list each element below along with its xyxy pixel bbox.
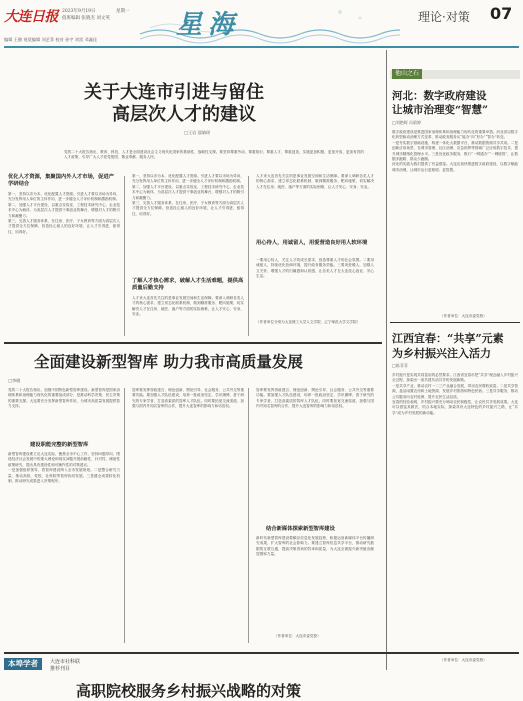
- sidebar-title-line1: 河北：数字政府建设: [392, 90, 487, 102]
- main-article: [4, 52, 382, 337]
- main-body-3-lead: 人才来大连首先关注的是事业发展空间和生活保障。要深入调研各类人才的核心需求，建立常态化联系机制，做到精准服务、靶向施策，切实解决人才在住房、就医、落户等方面的实际困难，让人才安心、安身、安业。: [256, 174, 374, 189]
- second-body-3: 新时代新型智库建设要顺应信息化发展趋势，积极运用新媒体平台传播研究成果，扩大智库的社会影响力。要建立智库信息共享平台，推动研究数据的互联互通，提高决策咨询的效率和质量，为大连全面振兴新突破贡献智慧和力量。: [256, 536, 374, 557]
- bottom-tag-line2: 推荐刊目: [50, 666, 71, 672]
- section-name: 理论·对策: [418, 10, 470, 24]
- main-subheading-1: 优化人才资源，集聚国内外人才市场，促进产学研结合: [8, 174, 114, 187]
- masthead: [0, 0, 523, 48]
- main-title-line2: 高层次人才的建议: [112, 104, 256, 125]
- second-body-1: 新型智库建设要立足大连实际，聚焦全市中心工作，坚持问题导向，围绕经济社会发展中的重大理论和现实问题开展前瞻性、针对性、储备性政策研究，提出具有建设性和可操作性的对策建议。 一是加强组织领导，将智库建设纳入全市发展规划。二是整合研究力量，推动高校、党校、社科院等智库协同发展。三是健全成果转化机制，推动研究成果进入决策程序。: [8, 452, 120, 484]
- sidebar-footnote: （作者单位：大连市委党校）: [440, 314, 487, 318]
- right-body: 乡村振兴是实现共同富裕的必然要求。江西省宜春市把“共享”理念融入乡村振兴全过程，探索出一条共建共治共享的发展新路。 一是共享产业，推动农村一二三产业融合发展，带动农民增收致富。二是共享资源，盘活闲置农房和土地资源，发展乡村旅游和特色民宿。三是共享服务，推动公共服务向农村延伸，提升农民生活品质。 宜春的经验表明，乡村振兴要充分调动农民积极性，让农民共享发展成果。大连可以借鉴其做法，结合本地实际，探索具有大连特色的乡村振兴之路，让“共享”成为乡村发展的新动能。: [392, 373, 518, 415]
- bottom-headline: 高职院校服务乡村振兴战略的对策: [76, 682, 302, 700]
- main-byline: □王岩 邵婧瑶: [184, 130, 211, 135]
- main-intro: 党的二十大报告指出，教育、科技、人才是全面建设社会主义现代化国家的基础性、战略性支撑。要坚持尊重劳动、尊重知识、尊重人才、尊重创造，实施更加积极、更加开放、更加有效的人才政策，引导广大人才爱党报国、敬业奉献、服务人民。: [64, 150, 364, 160]
- right-title-line2: 为乡村振兴注入活力: [392, 347, 491, 360]
- issue-date: 2023年9月19日: [62, 9, 96, 14]
- second-intro: 党的二十大报告指出，加强中国特色新型智库建设。新型智库是国家治理体系和治理能力现代化的重要组成部分，是推动科学决策、民主决策的重要支撑。大连要充分发挥新型智库作用，为城市高质量发展提供智力支持。: [8, 388, 120, 409]
- second-footnote: （作者单位：大连市委党校）: [274, 634, 321, 638]
- sidebar-title-line2: 让城市治理变“智慧”: [392, 104, 489, 116]
- bottom-tag-line1: 大连市社科联: [50, 659, 81, 665]
- second-byline: □李桃: [8, 378, 21, 383]
- sidebar-article: [390, 52, 520, 322]
- staff-credits: 编辑 王健 视觉编辑 刘艺菲 校对 孙宇 刘雷 邓鑫佳: [4, 37, 98, 42]
- main-body-1: 第一，坚持以市为本，优化配置人才资源。引进人才要以市场为导向，充分发挥用人单位的主体作用，进一步健全人才评价机制和激励机制。 第二，加强人才平台建设，以重点实验室、工程技术研究中心、企业技术中心为载体，为高层次人才提供干事创业的舞台，增强对人才的吸引力和凝聚力。 第三，完善人才服务体系，在住房、医疗、子女教育等方面为高层次人才提供全方位保障，营造拴心留人的良好环境，让人才引得进、留得住、用得好。: [8, 192, 120, 234]
- second-body-2: 智库要发挥咨政建言、理论创新、舆论引导、社会服务、公共外交等重要功能。要加强人才队伍建设，培养一批政治坚定、学识渊博、善于研究的专家学者，打造高素质的智库人才队伍。同时要拓宽交流渠道，加强与国内外知名智库的合作，提升大连智库的影响力和话语权。: [132, 388, 244, 409]
- masthead-rule: [4, 46, 519, 48]
- right-byline: □陈菲菲: [392, 363, 408, 368]
- main-title-line1: 关于大连市引进与留住: [84, 82, 264, 103]
- main-body-1-cont: 第一，坚持以市为本，优化配置人才资源。引进人才要以市场为导向，充分发挥用人单位的主体作用，进一步健全人才评价机制和激励机制。 第二，加强人才平台建设，以重点实验室、工程技术研究中心、企业技术中心为载体，为高层次人才提供干事创业的舞台，增强对人才的吸引力和凝聚力。 第三，完善人才服务体系，在住房、医疗、子女教育等方面为高层次人才提供全方位保障，营造拴心留人的良好环境，让人才引得进、留得住、用得好。: [132, 174, 244, 216]
- main-col-divider-1: [124, 176, 125, 336]
- sidebar-body: 数字政府建设是推进国家治理体系和治理能力现代化的重要举措。河北省以数字化转型驱动治理方式变革，推动政务服务从“能办”向“好办”“智办”转变。 一是夯实数字基础设施，构建一体化大数据平台，推动数据资源共享共用。二是创新应用场景，在城市管理、社区治理、应急指挥等领域广泛应用数字技术，提升城市精细化管理水平。三是优化政务服务，推行“一网通办”“一网统管”，让数据多跑路、群众少跑腿。 河北的实践为我们提供了有益借鉴。大连应加快推进数字政府建设，以数字赋能城市治理，让城市运行更聪明、更智慧。: [392, 130, 518, 172]
- bottom-rule: [4, 652, 519, 654]
- page-number: 07: [490, 4, 513, 23]
- right-column-divider: [386, 50, 387, 670]
- second-article: [4, 348, 382, 648]
- right-title-line1: 江西宜春：“共享”元素: [392, 332, 504, 345]
- main-body-3: 一要用心待人，关注人才的成长需求，营造尊重人才的社会氛围。二要用诚留人，持续优化营商环境，提升政务服务效能。三要用爱暖人，加强人文关怀，增强人才的归属感和认同感，让各类人才在大连放心创业、安心生活。: [256, 258, 374, 279]
- right-article: [390, 326, 520, 671]
- second-subheading-2: 结合新媒体探索新型智库建设: [266, 526, 335, 532]
- duty-editors: 值班编辑 张晓杰 刘文英: [62, 16, 110, 21]
- issue-weekday: 星期一: [116, 9, 130, 14]
- sidebar-column-tag: 他山之石: [392, 69, 422, 79]
- second-body-2-cont: 智库要发挥咨政建言、理论创新、舆论引导、社会服务、公共外交等重要功能。要加强人才队伍建设，培养一批政治坚定、学识渊博、善于研究的专家学者，打造高素质的智库人才队伍。同时要拓宽交流渠道，加强与国内外知名智库的合作，提升大连智库的影响力和话语权。: [256, 388, 374, 409]
- section-rule-1: [4, 342, 382, 344]
- right-section-rule: [390, 322, 520, 323]
- column-banner: [140, 0, 400, 44]
- paper-logo: 大连日报: [4, 9, 58, 25]
- main-body-2: 人才来大连首先关注的是事业发展空间和生活保障。要深入调研各类人才的核心需求，建立常态化联系机制，做到精准服务、靶向施策，切实解决人才在住房、就医、落户等方面的实际困难，让人才安心、安身、安业。: [132, 296, 244, 317]
- main-footnote: （作者单位分别为大连理工大学人文学院、辽宁师范大学文学院）: [256, 320, 361, 324]
- right-footnote: （作者单位：大连市委党校）: [440, 658, 487, 662]
- second-title: 全面建设新型智库 助力我市高质量发展: [34, 352, 303, 371]
- main-subheading-2: 了解人才核心需求，破解人才生活难题，提供高质量后勤支持: [132, 278, 244, 291]
- sidebar-byline: □刘艳辉 冯晗婷: [392, 120, 422, 125]
- main-subheading-3: 用心待人，用诚留人，用爱营造良好用人软环境: [256, 240, 368, 246]
- second-subheading-1: 建设职能完整的新型智库: [30, 442, 89, 448]
- main-col-divider-2: [248, 176, 249, 336]
- column-title: 星海: [176, 10, 241, 40]
- second-col-divider-1: [124, 388, 125, 643]
- bottom-strip: [4, 656, 519, 698]
- bottom-column-label: 本埠学者: [4, 658, 42, 670]
- second-col-divider-2: [248, 388, 249, 643]
